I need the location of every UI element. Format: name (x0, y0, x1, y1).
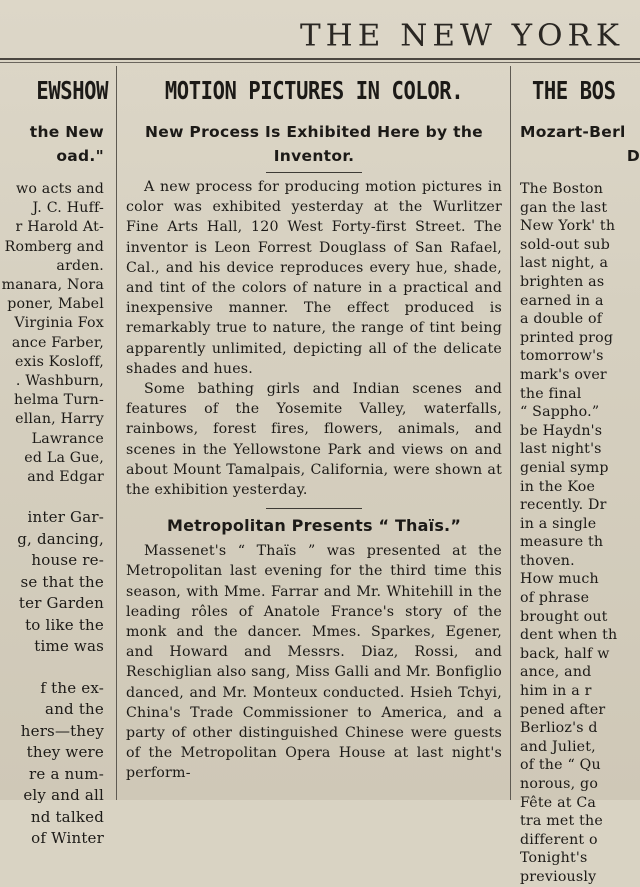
left-line: ely and all (23, 786, 104, 805)
left-line: helma Turn- (13, 392, 104, 409)
right-line: brought out (520, 608, 608, 625)
left-line: house re- (31, 551, 104, 570)
right-headline: THE BOS (532, 76, 616, 105)
right-line: gan the last (520, 199, 608, 216)
right-body-a (520, 180, 640, 570)
right-line: in a single (520, 515, 597, 532)
right-line: norous, go (520, 776, 599, 792)
left-line: they were (26, 743, 104, 762)
left-line: poner, Mabel (7, 296, 104, 313)
right-line: in the Koe (520, 478, 596, 495)
left-line: inter Gar- (27, 508, 104, 527)
masthead-title: THE NEW YORK (300, 18, 625, 54)
article-body (126, 177, 502, 500)
right-line: dent when th (520, 627, 618, 644)
right-line: genial symp (520, 459, 609, 476)
left-body-a (0, 180, 104, 487)
left-body-b (0, 507, 104, 658)
masthead-rule-thin (0, 62, 640, 63)
left-line: ter Garden (18, 594, 104, 613)
right-line: New York' th (520, 218, 616, 235)
left-line: nd talked (30, 807, 104, 826)
left-line: and the (45, 700, 104, 719)
left-column (0, 66, 110, 848)
left-headline: EWSHOW (36, 76, 109, 105)
article-headline: MOTION PICTURES IN COLOR. (164, 76, 464, 105)
right-line: of phrase (520, 590, 590, 607)
left-line: and Edgar (27, 469, 104, 486)
deck-rule (266, 172, 362, 173)
right-line: thoven. (520, 552, 575, 569)
right-line: tra met the (520, 813, 603, 830)
article-paragraph: Some bathing girls and Indian scenes and features of the Yosemite Valley, waterfalls, rainbows, forest fires, flowers, animals, and scenes in the Yellowstone Park and views on and about Mount Tamalpais, California, were shown at the exhibition yesterday. (126, 381, 502, 499)
left-line: time was (34, 637, 104, 656)
right-line: measure th (520, 534, 604, 551)
left-line: Romberg and (4, 238, 104, 255)
right-column (516, 66, 640, 885)
main-article (122, 66, 506, 800)
second-article-headline: Metropolitan Presents “ Thaïs.” (166, 516, 462, 536)
left-line: exis Kosloff, (15, 353, 104, 370)
left-line: ellan, Harry (15, 411, 104, 428)
left-deck (0, 120, 104, 168)
right-line: previously (520, 868, 597, 885)
right-line: brighten as (520, 273, 605, 290)
left-line: Virginia Fox (14, 315, 104, 332)
right-line: last night, a (520, 255, 609, 272)
right-body-b (520, 570, 640, 886)
right-line: Fête at Ca (520, 794, 597, 811)
right-line: sold-out sub (520, 236, 611, 253)
second-article-body (126, 541, 502, 783)
right-line: back, half w (520, 645, 610, 662)
right-line: Berlioz's d (520, 720, 598, 737)
left-line: hers—they (20, 721, 104, 740)
left-line: of Winter (31, 829, 104, 848)
left-deck-line: the New (29, 123, 104, 141)
left-line: ed La Gue, (24, 449, 104, 466)
column-rule-right (510, 66, 511, 800)
right-line: How much (520, 571, 599, 588)
article-paragraph: A new process for producing motion pictures in color was exhibited yesterday at the Wurlitzer Fine Arts Hall, 120 West Forty-first Street. The inventor is Leon Forrest Douglass of San Rafael, Cal., and his device reproduces every hue, shade, and tint of the colors of nature in a practical and inexpensive manner. The effect produced is remarkably true to nature, the range of tint being apparently unlimited, depicting all of the delicate shades and hues. (126, 179, 502, 377)
left-line: re a num- (29, 764, 104, 783)
right-line: The Boston (520, 181, 604, 197)
masthead (0, 8, 640, 58)
left-line: manara, Nora (1, 277, 104, 294)
right-line: printed prog (520, 329, 614, 346)
right-deck-line: D (626, 147, 640, 165)
left-line: to like the (25, 615, 104, 634)
right-line: the final (520, 385, 582, 402)
right-line: different o (520, 831, 598, 848)
left-line: wo acts and (16, 181, 104, 197)
right-line: earned in a (520, 292, 604, 309)
right-line: Tonight's (520, 850, 588, 867)
left-line: . Washburn, (15, 373, 104, 390)
masthead-rule (0, 58, 640, 60)
right-line: ance, and (520, 664, 592, 681)
section-rule (266, 508, 362, 509)
left-line: arden. (56, 257, 104, 274)
left-line: ance Farber, (11, 334, 104, 351)
left-line: g, dancing, (17, 529, 104, 548)
right-line: of the “ Qu (520, 757, 601, 774)
right-line: “ Sappho.” (520, 404, 600, 421)
column-rule-left (116, 66, 117, 800)
right-line: recently. Dr (520, 497, 607, 514)
left-body-c (0, 678, 104, 850)
right-line: a double of (520, 311, 603, 328)
right-deck (520, 120, 640, 168)
left-line: r Harold At- (15, 219, 104, 236)
right-deck-line: Mozart-Berl (520, 123, 626, 141)
right-line: tomorrow's (520, 348, 604, 365)
left-line: f the ex- (40, 678, 104, 697)
left-line: Lawrance (31, 430, 104, 447)
right-line: him in a r (520, 683, 592, 700)
right-line: and Juliet, (520, 738, 596, 755)
right-line: be Haydn's (520, 422, 603, 439)
right-line: last night's (520, 441, 602, 458)
article-deck: New Process Is Exhibited Here by the Inventor. (145, 123, 483, 165)
article-paragraph: Massenet's “ Thaïs ” was presented at the Metropolitan last evening for the third time this season, with Mme. Farrar and Mr. Whitehill in the leading rôles of Anatole France's story of the monk and the dancer. Mmes. Sparkes, Egener, and Howard and Messrs. Diaz, Rossi, and Reschiglian also sang, Miss Galli and Mr. Bonfiglio danced, and Mr. Monteux conducted. Hsieh Tchyi, China's Trade Commissioner to America, and a party of other distinguished Chinese were guests of the Metropolitan Opera House at last night's perform- (126, 543, 502, 782)
left-line: J. C. Huff- (32, 200, 104, 217)
right-line: mark's over (520, 366, 607, 383)
left-deck-line: oad." (56, 147, 104, 165)
right-line: pened after (520, 701, 606, 718)
left-line: se that the (20, 572, 104, 591)
